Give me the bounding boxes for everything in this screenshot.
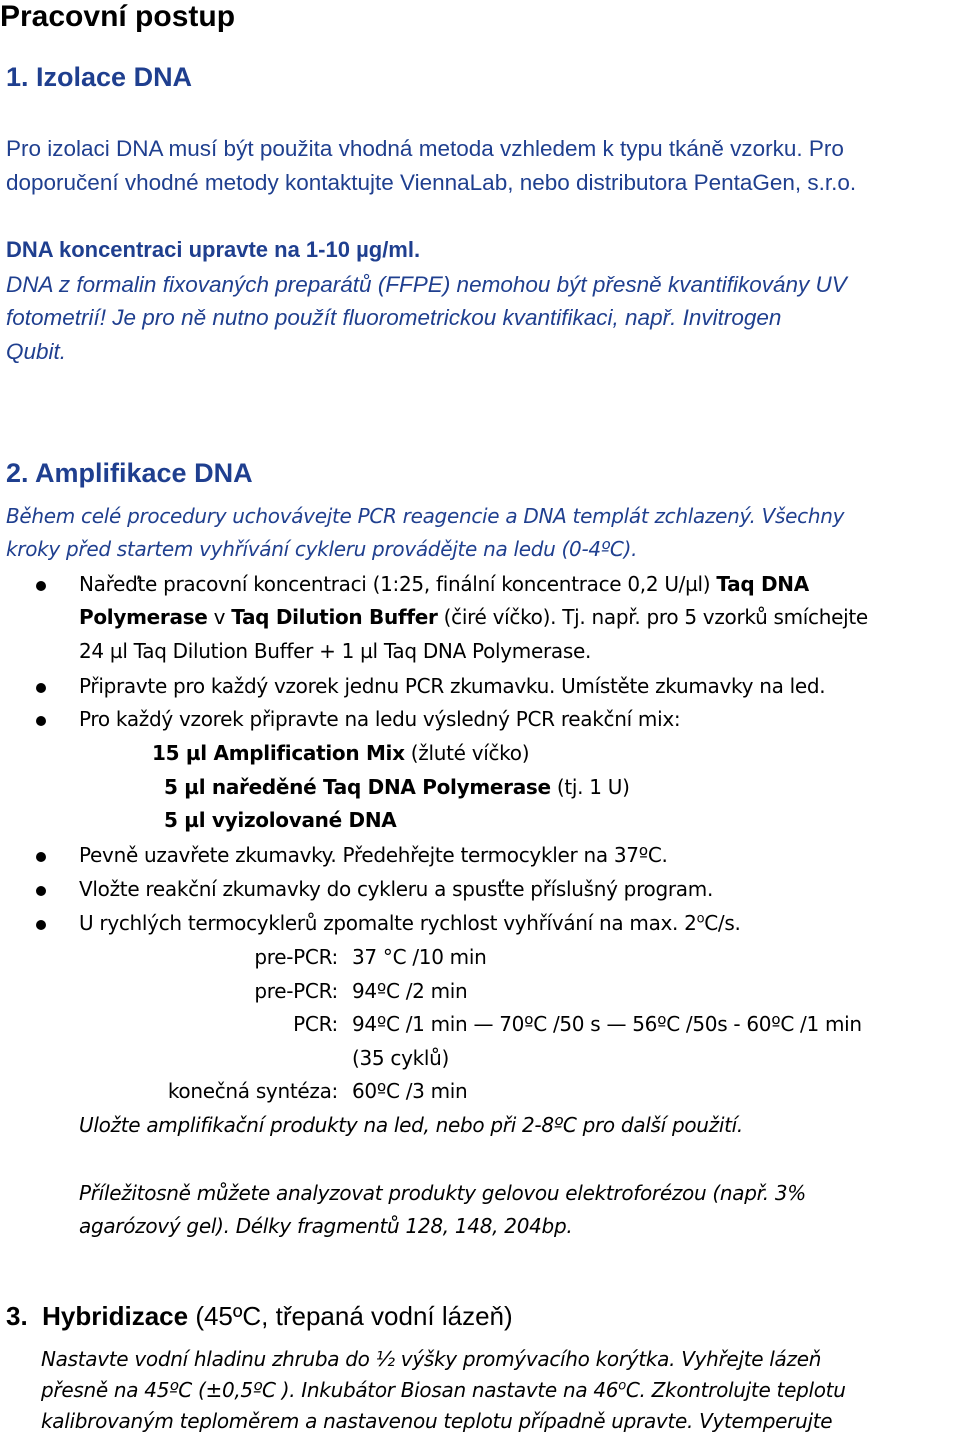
text-span: přesně na 45ºC ( bbox=[41, 1378, 206, 1402]
text-span-bold: Hybridizace bbox=[42, 1301, 189, 1331]
program-value: (35 cyklů) bbox=[352, 1046, 450, 1070]
bullet-text: Pevně uzavřete zkumavky. Předehřejte termocykler na 37ºC. bbox=[79, 843, 668, 867]
text-span: 0,5ºC ). Inkubátor Biosan nastavte na 46 bbox=[221, 1378, 619, 1402]
program-value: 94ºC /1 min — 70ºC /50 s — 56ºC /50s - 60ºC /1 min bbox=[352, 1012, 862, 1036]
bullet-text: Pro každý vzorek připravte na ledu výsledný PCR reakční mix: bbox=[79, 707, 681, 731]
intro-line: kroky před startem vyhřívání cykleru provádějte na ledu (0-4ºC). bbox=[6, 537, 638, 561]
text-span-bold: 5 µl naředěné Taq DNA Polymerase bbox=[164, 775, 551, 799]
program-value: 60ºC /3 min bbox=[352, 1079, 468, 1103]
text-span: C/s. bbox=[704, 911, 741, 935]
bullet-icon bbox=[36, 920, 46, 930]
intro-line: Během celé procedury uchovávejte PCR reagencie a DNA templát zchlazený. Všechny bbox=[6, 504, 845, 528]
gel-note-line: Příležitosně můžete analyzovat produkty gelovou elektroforézou (např. 3% bbox=[79, 1181, 806, 1205]
text-span: v bbox=[207, 605, 232, 629]
hybridization-line bbox=[41, 1378, 846, 1402]
text-span-bold: Polymerase bbox=[79, 605, 208, 629]
text-span: (45ºC, třepaná vodní lázeň) bbox=[188, 1301, 513, 1331]
bullet-text: 24 µl Taq Dilution Buffer + 1 µl Taq DNA Polymerase. bbox=[79, 639, 592, 663]
bullet-text bbox=[79, 911, 741, 935]
section-heading-izolace: 1. Izolace DNA bbox=[6, 62, 193, 92]
program-label: konečná syntéza: bbox=[167, 1079, 338, 1103]
text-span: (tj. 1 U) bbox=[550, 775, 630, 799]
bullet-text: Připravte pro každý vzorek jednu PCR zkumavku. Umístěte zkumavky na led. bbox=[79, 674, 826, 698]
program-label: PCR: bbox=[293, 1012, 338, 1036]
gel-note-line: agarózový gel). Délky fragmentů 128, 148, 204bp. bbox=[79, 1214, 573, 1238]
mix-line bbox=[164, 775, 630, 799]
superscript: o bbox=[618, 1378, 626, 1394]
ffpe-note-line: DNA z formalin fixovaných preparátů (FFPE) nemohou být přesně kvantifikovány UV bbox=[6, 272, 847, 297]
text-span: U rychlých termocyklerů zpomalte rychlost vyhřívání na max. 2 bbox=[79, 911, 697, 935]
text-span: Nařeďte pracovní koncentraci (1:25, finální koncentrace 0,2 U/µl) bbox=[79, 572, 717, 596]
bullet-icon bbox=[36, 581, 46, 591]
text-span: C. Zkontrolujte teplotu bbox=[625, 1378, 846, 1402]
mix-line: 5 µl vyizolované DNA bbox=[164, 808, 397, 832]
storage-note: Uložte amplifikační produkty na led, nebo při 2-8ºC pro další použití. bbox=[79, 1113, 743, 1137]
program-label: pre-PCR: bbox=[254, 979, 338, 1003]
bullet-text bbox=[79, 605, 868, 629]
program-value: 37 °C /10 min bbox=[352, 945, 487, 969]
text-span-bold: 3. bbox=[6, 1301, 28, 1331]
section-heading-hybridizace bbox=[6, 1301, 513, 1332]
text-span-bold: Taq Dilution Buffer bbox=[231, 605, 438, 629]
superscript: o bbox=[696, 911, 705, 927]
paragraph-line: doporučení vhodné metody kontaktujte ViennaLab, nebo distributora PentaGen, s.r.o. bbox=[6, 170, 857, 195]
paragraph-line: Pro izolaci DNA musí být použita vhodná metoda vzhledem k typu tkáně vzorku. Pro bbox=[6, 136, 844, 161]
text-span: (čiré víčko). Tj. např. pro 5 vzorků smíchejte bbox=[437, 605, 868, 629]
hybridization-line: kalibrovaným teploměrem a nastavenou teplotu případně upravte. Vytemperujte bbox=[41, 1409, 833, 1433]
ffpe-note-line: Qubit. bbox=[6, 339, 67, 364]
bullet-icon bbox=[36, 716, 46, 726]
bullet-icon bbox=[36, 852, 46, 862]
bullet-text bbox=[79, 572, 809, 596]
page-title: Pracovní postup bbox=[0, 0, 236, 33]
program-label: pre-PCR: bbox=[254, 945, 338, 969]
concentration-note: DNA koncentraci upravte na 1-10 µg/ml. bbox=[6, 237, 421, 262]
text-span: ± bbox=[205, 1378, 222, 1402]
bullet-icon bbox=[36, 886, 46, 896]
section-heading-amplifikace: 2. Amplifikace DNA bbox=[6, 458, 253, 488]
bullet-icon bbox=[36, 683, 46, 693]
mix-line bbox=[152, 741, 529, 765]
program-value: 94ºC /2 min bbox=[352, 979, 468, 1003]
text-span-bold: Taq DNA bbox=[716, 572, 809, 596]
text-span: (žluté víčko) bbox=[404, 741, 530, 765]
hybridization-line: Nastavte vodní hladinu zhruba do ½ výšky promývacího korýtka. Vyhřejte lázeň bbox=[41, 1347, 822, 1371]
text-span-bold: 15 µl Amplification Mix bbox=[152, 741, 405, 765]
ffpe-note-line: fotometrií! Je pro ně nutno použít fluorometrickou kvantifikaci, např. Invitrogen bbox=[6, 305, 782, 330]
bullet-text: Vložte reakční zkumavky do cykleru a spusťte příslušný program. bbox=[79, 877, 714, 901]
